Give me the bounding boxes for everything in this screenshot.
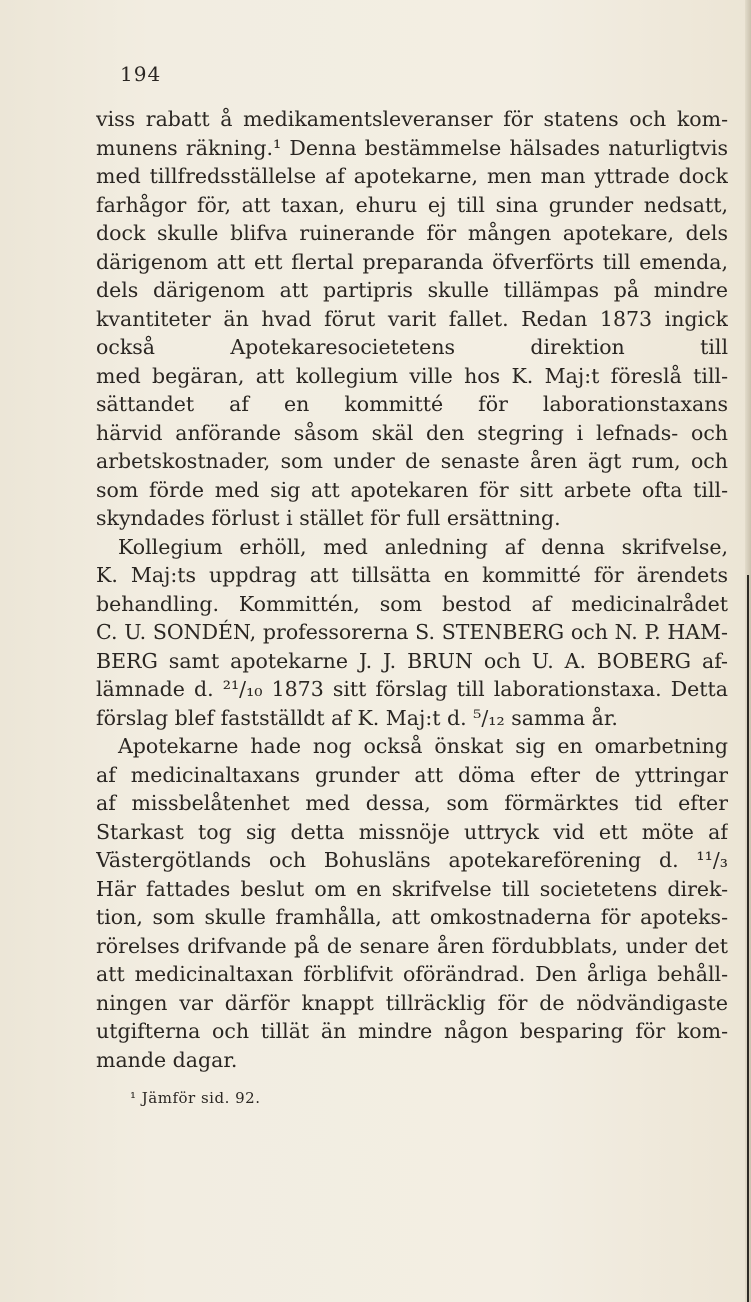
text-line: ningen var därför knappt tillräcklig för de nödvändigaste	[96, 990, 728, 1015]
text-line: Kollegium erhöll, med anledning af denna skrifvelse,	[118, 534, 728, 559]
text-line: arbetskostnader, som under de senaste åren ägt rum, och	[96, 449, 728, 473]
text-line: med tillfredsställelse af apotekarne, men man yttrade dock	[96, 164, 728, 188]
page-edge-line	[747, 575, 749, 1302]
text-line: farhågor för, att taxan, ehuru ej till sina grunder nedsatt,	[96, 192, 728, 217]
text-line: därigenom att ett flertal preparanda öfverförts till emenda,	[96, 249, 728, 274]
page-number: 194	[120, 62, 162, 86]
text-line: tion, som skulle framhålla, att omkostnaderna för apoteks-	[96, 905, 728, 929]
text-line: af missbelåtenhet med dessa, som förmärktes tid efter	[96, 791, 728, 815]
footnote: ¹ Jämför sid. 92.	[130, 1089, 261, 1107]
text-line: viss rabatt å medikamentsleveranser för statens och kom-	[96, 107, 728, 131]
text-line: dels därigenom att partipris skulle tillämpas på mindre	[96, 278, 728, 302]
text-line: Västergötlands och Bohusläns apotekareförening d. ¹¹/₃	[96, 848, 728, 872]
text-line: att medicinaltaxan förblifvit oförändrad. Den årliga behåll-	[96, 962, 728, 986]
text-line: C. U. SONDÉN, professorerna S. STENBERG och N. P. HAM-	[96, 620, 728, 644]
text-line: af medicinaltaxans grunder att döma efter de yttringar	[96, 762, 728, 787]
text-line: mande dagar.	[96, 1047, 238, 1072]
text-line: skyndades förlust i stället för full ersättning.	[96, 506, 561, 530]
text-line: lämnade d. ²¹/₁₀ 1873 sitt förslag till laborationstaxa. Detta	[96, 677, 728, 701]
text-line: munens räkning.¹ Denna bestämmelse hälsades naturligtvis	[96, 135, 728, 160]
text-line: som förde med sig att apotekaren för sitt arbete ofta till-	[96, 477, 728, 502]
text-line: härvid anförande såsom skäl den stegring i lefnads- och	[96, 420, 728, 445]
text-line: utgifterna och tillät än mindre någon besparing för kom-	[96, 1019, 728, 1043]
text-line: Apotekarne hade nog också önskat sig en omarbetning	[118, 734, 728, 758]
text-line: BERG samt apotekarne J. J. BRUN och U. A. BOBERG af-	[96, 648, 728, 673]
body-text	[96, 105, 728, 1074]
text-line: rörelses drifvande på de senare åren fördubblats, under det	[96, 933, 728, 958]
text-line: Här fattades beslut om en skrifvelse till societetens direk-	[96, 876, 728, 901]
text-line: K. Maj:ts uppdrag att tillsätta en kommitté för ärendets	[96, 563, 728, 587]
text-line: sättandet af en kommitté för laborationstaxans	[96, 392, 728, 416]
text-line: förslag blef fastställdt af K. Maj:t d. ⁵/₁₂ samma år.	[96, 705, 618, 730]
text-line: behandling. Kommittén, som bestod af medicinalrådet	[96, 591, 728, 616]
text-line: med begäran, att kollegium ville hos K. Maj:t föreslå till-	[96, 363, 728, 388]
text-line: dock skulle blifva ruinerande för mången apotekare, dels	[96, 221, 728, 245]
text-line: också Apotekaresocietetens direktion till	[96, 335, 728, 359]
text-line: kvantiteter än hvad förut varit fallet. Redan 1873 ingick	[96, 306, 728, 331]
text-line: Starkast tog sig detta missnöje uttryck vid ett möte af	[96, 819, 728, 844]
